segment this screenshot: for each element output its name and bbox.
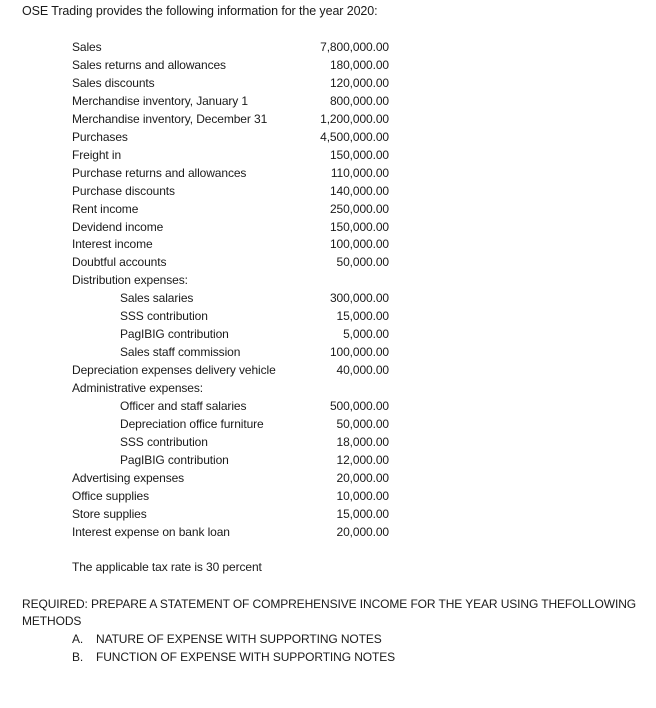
line-item-label: Freight in: [72, 148, 122, 162]
line-item-label: Depreciation office furniture: [120, 417, 264, 431]
line-item-label: Purchase returns and allowances: [72, 166, 247, 180]
line-item-amount: 7,800,000.00: [320, 40, 389, 54]
line-item-label: Administrative expenses:: [72, 381, 203, 395]
line-item-amount: 50,000.00: [336, 417, 389, 431]
line-item-amount: 150,000.00: [329, 148, 389, 162]
line-item-label: SSS contribution: [120, 435, 208, 449]
line-item-label: Interest income: [72, 237, 153, 251]
required-line-1: REQUIRED: PREPARE A STATEMENT OF COMPREHENSIVE INCOME FOR THE YEAR USING THEFOLLOWING: [22, 597, 637, 611]
line-item-amount: 20,000.00: [336, 471, 389, 485]
line-item-amount: 12,000.00: [336, 453, 389, 467]
line-item-label: Purchases: [72, 130, 128, 144]
line-item-label: Officer and staff salaries: [120, 399, 247, 413]
line-item-label: Merchandise inventory, December 31: [72, 112, 268, 126]
line-item-label: Doubtful accounts: [72, 255, 167, 269]
line-item-label: Sales returns and allowances: [72, 58, 226, 72]
required-line-2: METHODS: [22, 614, 82, 628]
intro-heading: OSE Trading provides the following information for the year 2020:: [22, 4, 378, 18]
method-b-text: FUNCTION OF EXPENSE WITH SUPPORTING NOTES: [96, 650, 396, 664]
line-item-label: Depreciation expenses delivery vehicle: [72, 363, 276, 377]
line-item-label: Interest expense on bank loan: [72, 525, 230, 539]
tax-note: The applicable tax rate is 30 percent: [72, 560, 262, 574]
method-a-letter: A.: [72, 632, 84, 646]
line-item-amount: 50,000.00: [336, 255, 389, 269]
method-a-text: NATURE OF EXPENSE WITH SUPPORTING NOTES: [96, 632, 382, 646]
line-item-amount: 140,000.00: [329, 184, 389, 198]
line-item-label: Distribution expenses:: [72, 273, 188, 287]
line-item-amount: 250,000.00: [329, 202, 389, 216]
line-item-amount: 4,500,000.00: [320, 130, 389, 144]
line-item-amount: 20,000.00: [336, 525, 389, 539]
line-item-label: Advertising expenses: [72, 471, 185, 485]
line-item-label: Sales: [72, 40, 102, 54]
line-item-label: Office supplies: [72, 489, 149, 503]
line-item-amount: 300,000.00: [329, 291, 389, 305]
line-item-amount: 100,000.00: [329, 345, 389, 359]
line-item-label: Merchandise inventory, January 1: [72, 94, 249, 108]
line-item-amount: 100,000.00: [329, 237, 389, 251]
line-item-amount: 15,000.00: [336, 309, 389, 323]
line-item-amount: 18,000.00: [336, 435, 389, 449]
line-item-label: Rent income: [72, 202, 139, 216]
line-item-label: PagIBIG contribution: [120, 327, 229, 341]
line-item-amount: 40,000.00: [336, 363, 389, 377]
line-item-amount: 800,000.00: [329, 94, 389, 108]
line-item-amount: 180,000.00: [329, 58, 389, 72]
line-item-label: SSS contribution: [120, 309, 208, 323]
method-b-letter: B.: [72, 650, 84, 664]
line-item-label: PagIBIG contribution: [120, 453, 229, 467]
line-item-amount: 120,000.00: [329, 76, 389, 90]
line-item-amount: 500,000.00: [329, 399, 389, 413]
line-item-amount: 110,000.00: [330, 166, 389, 180]
line-item-amount: 150,000.00: [329, 220, 389, 234]
line-item-amount: 15,000.00: [336, 507, 389, 521]
line-item-amount: 1,200,000.00: [320, 112, 389, 126]
line-item-label: Sales staff commission: [120, 345, 241, 359]
line-item-label: Devidend income: [72, 220, 164, 234]
line-item-label: Purchase discounts: [72, 184, 175, 198]
line-item-label: Store supplies: [72, 507, 147, 521]
line-item-label: Sales discounts: [72, 76, 155, 90]
line-item-amount: 5,000.00: [343, 327, 389, 341]
line-item-amount: 10,000.00: [336, 489, 389, 503]
line-item-label: Sales salaries: [120, 291, 194, 305]
